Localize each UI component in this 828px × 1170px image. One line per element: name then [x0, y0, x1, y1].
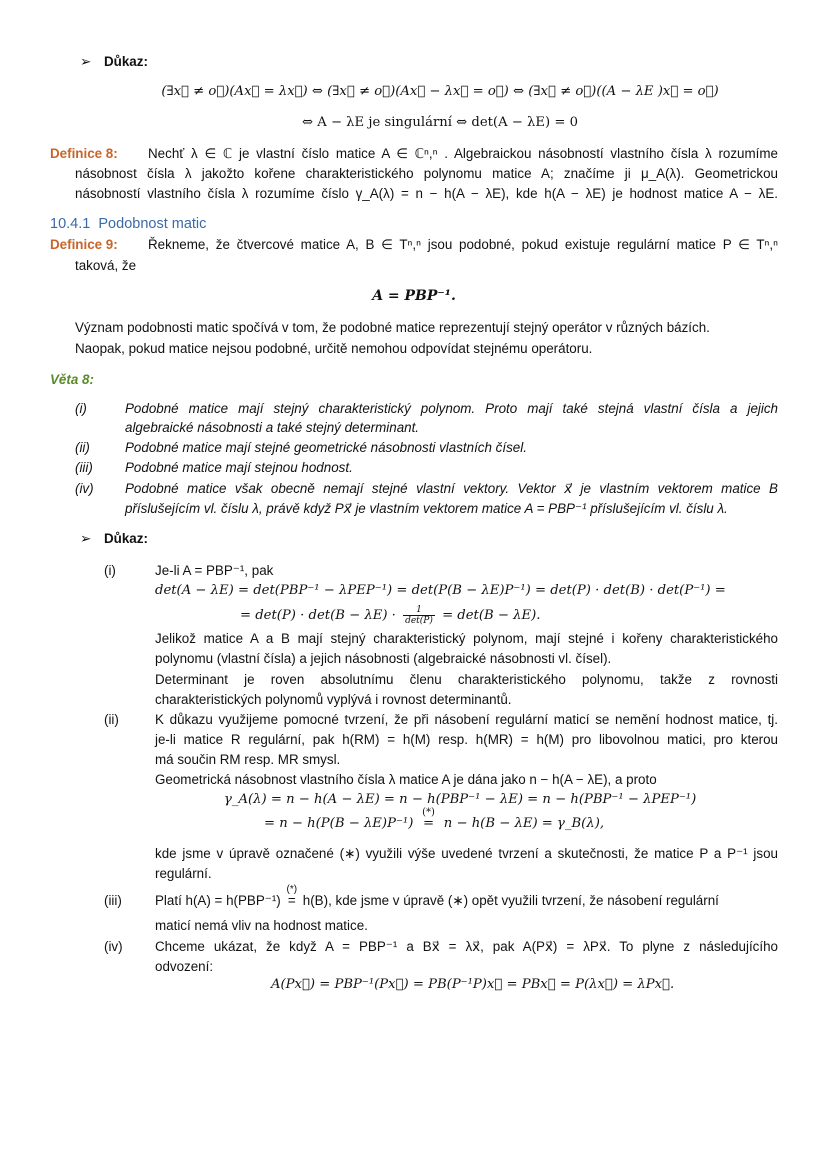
section-title: Podobnost matic [98, 216, 207, 232]
equation [264, 807, 605, 831]
proof-text: Jelikož matice A a B mají stejný charakteristický polynom, mají stejné i kořeny charakteristického [155, 631, 778, 646]
equation: ⇔ A − λE je singulární ⇔ det(A − λE) = 0 [301, 115, 578, 130]
proof-text: je-li matice R regulární, pak h(RM) = h(M) resp. h(MR) = h(M) pro libovolnou matici, pro kterou [155, 732, 778, 747]
list-item-number: (i) [75, 401, 87, 416]
proof-text: K důkazu využijeme pomocné tvrzení, že při násobení regulární maticí se nemění hodnost matice, tj. [155, 712, 778, 727]
definition-text: taková, že [75, 258, 137, 273]
paragraph: Naopak, pokud matice nejsou podobné, určitě nemohou odpovídat stejnému operátoru. [75, 341, 593, 356]
equation: A(Px⃗) = PBP⁻¹(Px⃗) = PB(P⁻¹P)x⃗ = PBx⃗ = P(λx⃗) = λPx⃗. [271, 977, 675, 992]
equation-part: n − h(B − λE) = γ_B(λ), [443, 816, 605, 831]
bullet-arrow-icon: ➢ [80, 531, 92, 546]
fraction [403, 605, 435, 626]
proof-text: Je-li A = PBP⁻¹, pak [155, 563, 274, 578]
list-item-number: (iii) [75, 460, 93, 475]
proof-part-number: (iv) [104, 939, 123, 954]
list-item-text: příslušejícím vl. číslu λ, právě když Px⃗ je vlastním vektorem matice A = PBP⁻¹ příslušejícím vl. číslu λ. [125, 501, 728, 516]
section-number: 10.4.1 [50, 216, 91, 232]
list-item-text: algebraické násobnosti a také stejný determinant. [125, 420, 420, 435]
definition-text: násobnost čísla λ jakožto kořene charakteristického polynomu matice A; značíme ji μ_A(λ). Geometrickou [75, 166, 778, 181]
starred-equality: (*) = [281, 893, 303, 908]
equation-part: = n − h(P(B − λE)P⁻¹) [264, 816, 414, 831]
proof-heading: Důkaz: [104, 531, 148, 546]
proof-text: regulární. [155, 866, 212, 881]
definition-text: Nechť λ ∈ ℂ je vlastní číslo matice A ∈ ℂⁿ,ⁿ . Algebraickou násobností vlastního čísla λ rozumíme [148, 146, 778, 161]
section-heading [50, 216, 206, 232]
definition-label: Definice 9: [50, 237, 118, 252]
proof-text: Geometrická násobnost vlastního čísla λ matice A je dána jako n − h(A − λE), a proto [155, 772, 657, 787]
proof-text: odvození: [155, 959, 214, 974]
bullet-arrow-icon: ➢ [80, 54, 92, 69]
list-item-text: Podobné matice mají stejný charakteristický polynom. Proto mají také stejná vlastní čísla a jejich [125, 401, 778, 416]
formula: A = PBP⁻¹. [372, 288, 456, 304]
star-marker: (*) [286, 884, 298, 895]
proof-text: má součin RM resp. MR smysl. [155, 752, 341, 767]
star-marker: (*) [422, 807, 435, 818]
paragraph: Význam podobnosti matic spočívá v tom, že podobné matice reprezentují stejný operátor v různých bázích. [75, 320, 710, 335]
list-item-text: Podobné matice však obecně nemají stejné vlastní vektory. Vektor x⃗ je vlastním vektorem matice B [125, 481, 778, 496]
proof-text: maticí nemá vliv na hodnost matice. [155, 918, 368, 933]
definition-text: násobností vlastního čísla λ rozumíme číslo γ_A(λ) = n − h(A − λE), kde h(A − λE) je hodnost matice A − λE. [75, 186, 778, 201]
fraction-denominator: det(P) [405, 616, 433, 626]
proof-text: Determinant je roven absolutnímu členu charakteristického polynomu, takže z rovnosti [155, 672, 778, 687]
proof-text: polynomu (vlastní čísla) a jejich násobnosti (algebraické násobnosti vl. čísel). [155, 651, 612, 666]
definition-label: Definice 8: [50, 146, 118, 161]
proof-text [155, 884, 719, 909]
equation: (∃x⃗ ≠ o⃗)(Ax⃗ = λx⃗) ⇔ (∃x⃗ ≠ o⃗)(Ax⃗ − λx⃗ = o⃗) ⇔ (∃x⃗ ≠ o⃗)((A − λE )x⃗ = o⃗) [161, 84, 719, 99]
proof-text-part: h(B), kde jsme v úpravě (∗) opět využili tvrzení, že násobení regulární [302, 893, 719, 908]
definition-text: Řekneme, že čtvercové matice A, B ∈ Tⁿ,ⁿ jsou podobné, pokud existuje regulární matice P ∈ Tⁿ,ⁿ [148, 237, 778, 252]
equation-part: = det(P) · det(B − λE) · [240, 608, 396, 623]
list-item-text: Podobné matice mají stejnou hodnost. [125, 460, 353, 475]
starred-equality: (*) = [418, 816, 440, 831]
equation [240, 605, 540, 626]
proof-text-part: Platí h(A) = h(PBP⁻¹) [155, 893, 281, 908]
list-item-number: (iv) [75, 481, 94, 496]
proof-text: Chceme ukázat, že když A = PBP⁻¹ a Bx⃗ = λx⃗, pak A(Px⃗) = λPx⃗. To plyne z následujícího [155, 939, 778, 954]
fraction-numerator: 1 [403, 605, 435, 616]
list-item-number: (ii) [75, 440, 90, 455]
proof-heading: Důkaz: [104, 54, 148, 69]
proof-part-number: (iii) [104, 893, 122, 908]
equation: det(A − λE) = det(PBP⁻¹ − λPEP⁻¹) = det(P(B − λE)P⁻¹) = det(P) · det(B) · det(P⁻¹) = [155, 583, 726, 598]
list-item-text: Podobné matice mají stejné geometrické násobnosti vlastních čísel. [125, 440, 527, 455]
proof-text: kde jsme v úpravě označené (∗) využili výše uvedené tvrzení a skutečnosti, že matice P a P⁻¹ jsou [155, 846, 778, 861]
equation: γ_A(λ) = n − h(A − λE) = n − h(PBP⁻¹ − λE) = n − h(PBP⁻¹ − λPEP⁻¹) [224, 792, 697, 807]
proof-text: charakteristických polynomů vyplývá i rovnost determinantů. [155, 692, 512, 707]
equation-part: = det(B − λE). [442, 608, 541, 623]
proof-part-number: (ii) [104, 712, 119, 727]
proof-part-number: (i) [104, 563, 116, 578]
theorem-label: Věta 8: [50, 372, 94, 387]
